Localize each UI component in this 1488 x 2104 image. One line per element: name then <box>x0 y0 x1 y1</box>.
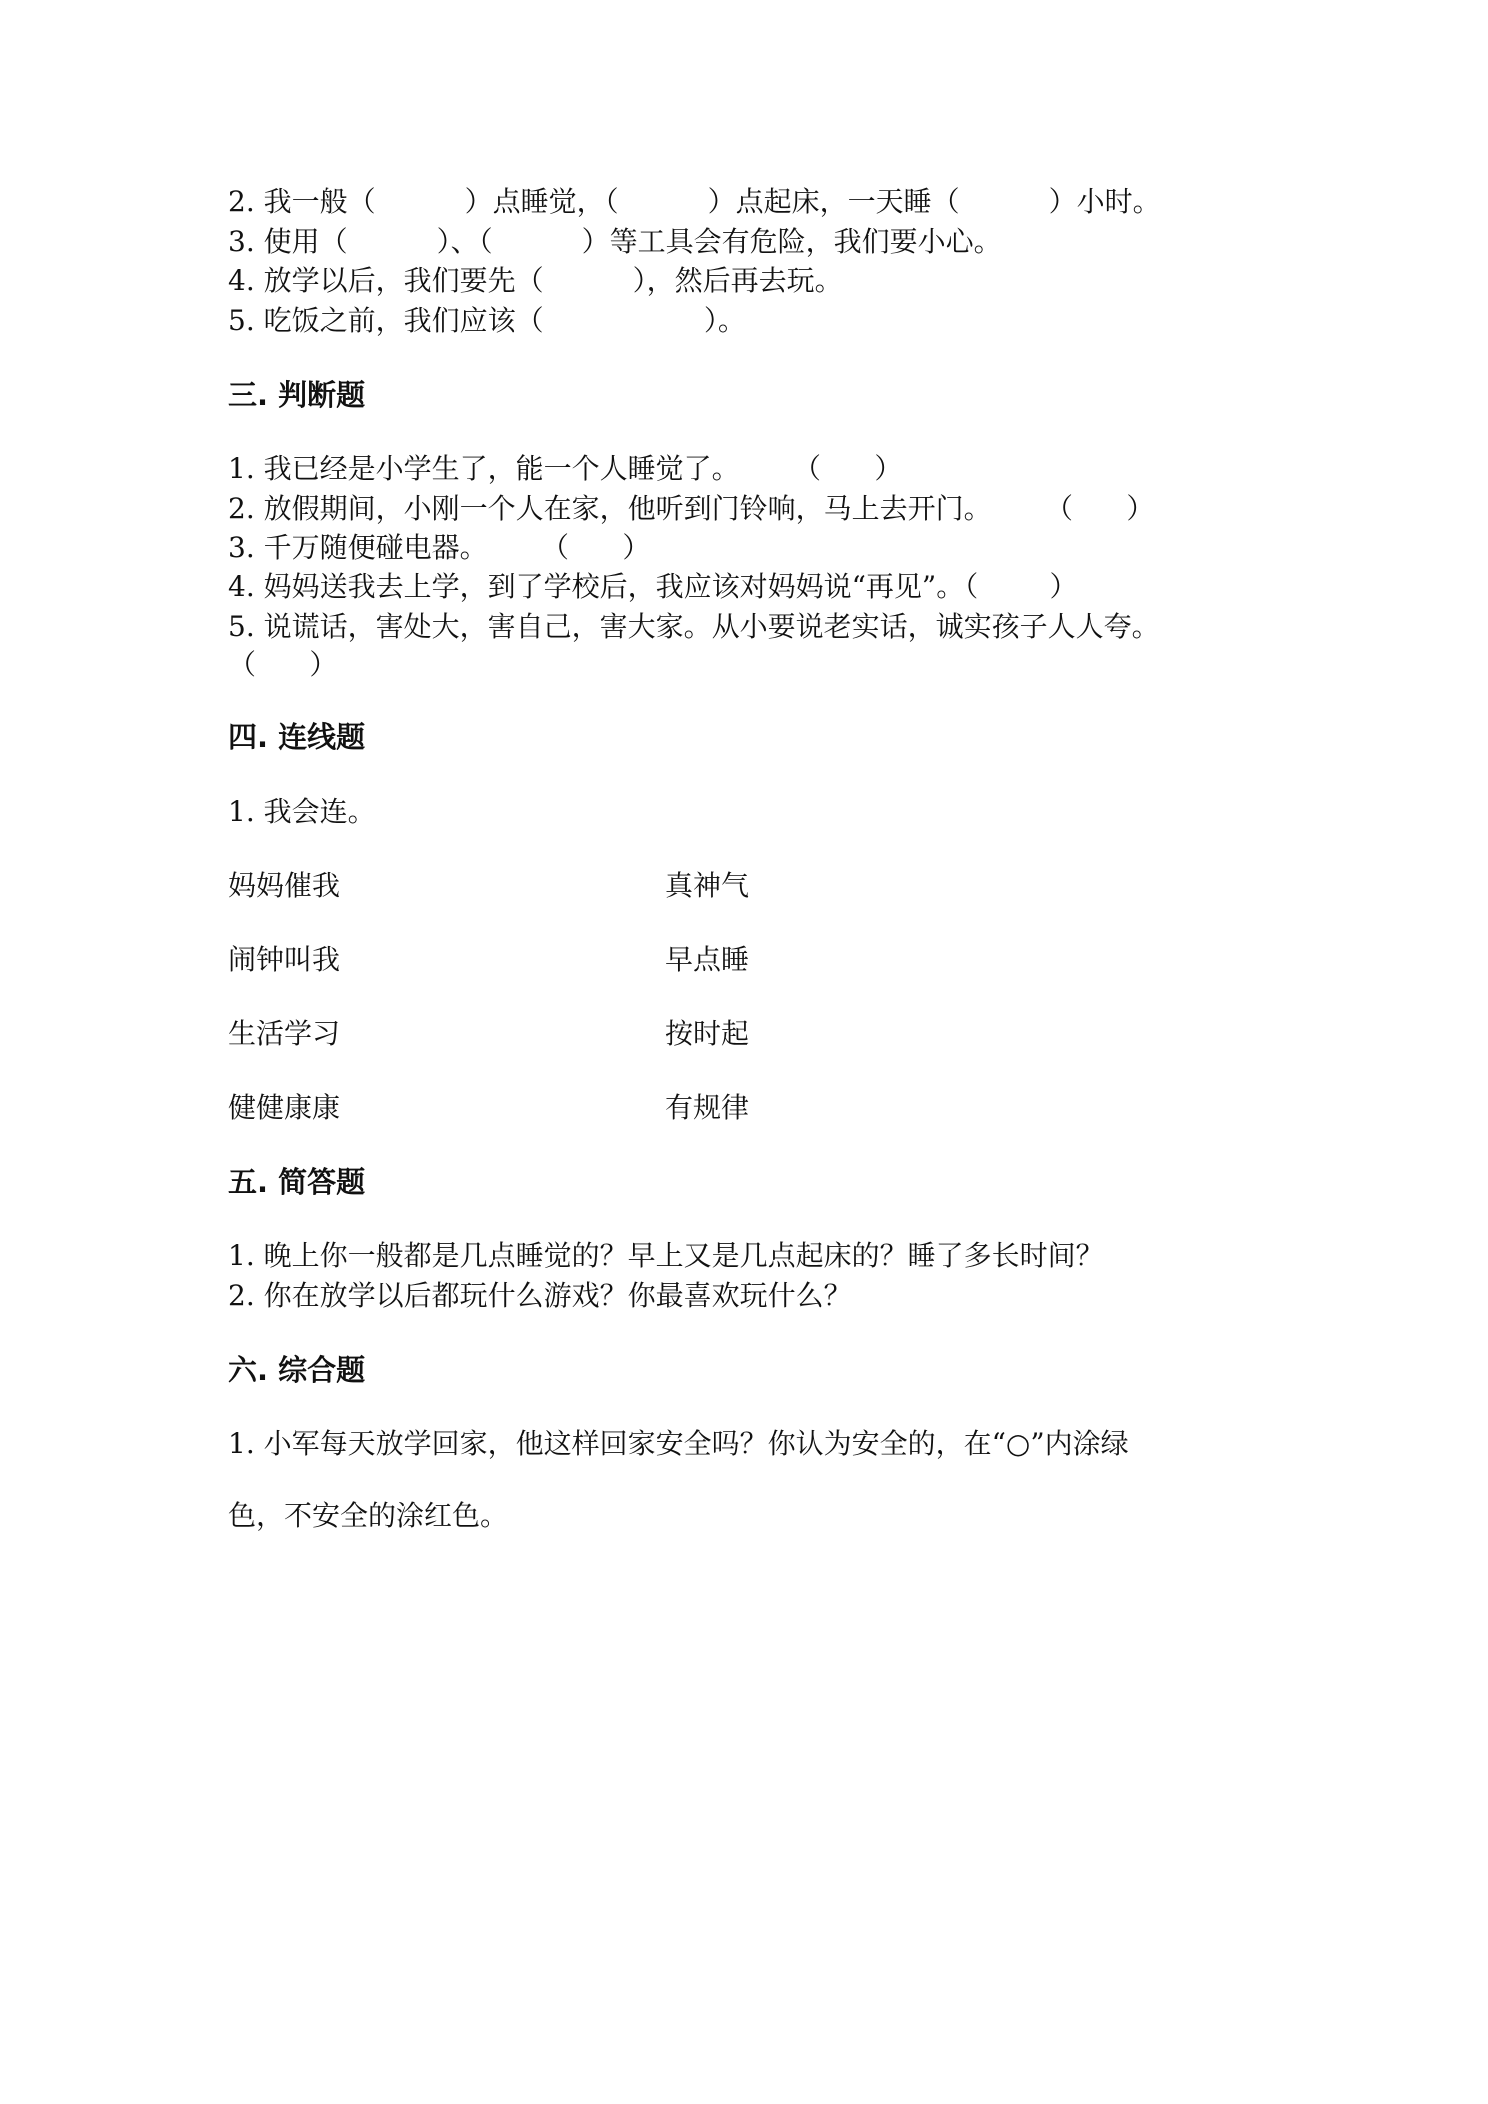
matching-left-item: 健健康康 <box>228 1091 341 1124</box>
true-false-question-3: 3. 千万随便碰电器。 （ ） <box>228 531 651 564</box>
section-heading-true-false: 三. 判断题 <box>228 378 366 412</box>
fill-blank-question-4: 4. 放学以后，我们要先（ ），然后再去玩。 <box>228 264 843 297</box>
short-answer-question-2: 2. 你在放学以后都玩什么游戏？你最喜欢玩什么？ <box>228 1279 852 1312</box>
comprehensive-question-1-continued: 色，不安全的涂红色。 <box>228 1499 509 1532</box>
true-false-question-2: 2. 放假期间，小刚一个人在家，他听到门铃响，马上去开门。 （ ） <box>228 492 1155 525</box>
matching-question-1: 1. 我会连。 <box>228 795 376 828</box>
short-answer-question-1: 1. 晚上你一般都是几点睡觉的？早上又是几点起床的？睡了多长时间？ <box>228 1239 1104 1272</box>
section-heading-short-answer: 五. 简答题 <box>228 1165 366 1199</box>
matching-right-item: 早点睡 <box>665 943 750 976</box>
true-false-question-1: 1. 我已经是小学生了，能一个人睡觉了。 （ ） <box>228 452 903 485</box>
matching-right-item: 有规律 <box>665 1091 750 1124</box>
section-heading-matching: 四. 连线题 <box>228 720 366 754</box>
fill-blank-question-2: 2. 我一般（ ）点睡觉，（ ）点起床，一天睡（ ）小时。 <box>228 185 1161 218</box>
matching-left-item: 妈妈催我 <box>228 869 341 902</box>
true-false-question-5-answer: （ ） <box>228 648 338 681</box>
matching-right-item: 按时起 <box>665 1017 750 1050</box>
section-heading-comprehensive: 六. 综合题 <box>228 1353 366 1387</box>
matching-left-item: 生活学习 <box>228 1017 341 1050</box>
fill-blank-question-5: 5. 吃饭之前，我们应该（ ）。 <box>228 304 746 337</box>
true-false-question-4: 4. 妈妈送我去上学，到了学校后，我应该对妈妈说“再见”。（ ） <box>228 570 1078 603</box>
matching-left-item: 闹钟叫我 <box>228 943 341 976</box>
fill-blank-question-3: 3. 使用（ ）、（ ）等工具会有危险，我们要小心。 <box>228 225 1002 258</box>
comprehensive-question-1: 1. 小军每天放学回家，他这样回家安全吗？你认为安全的，在“○”内涂绿 <box>228 1427 1129 1460</box>
true-false-question-5: 5. 说谎话，害处大，害自己，害大家。从小要说老实话，诚实孩子人人夸。 <box>228 610 1160 643</box>
matching-right-item: 真神气 <box>665 869 750 902</box>
